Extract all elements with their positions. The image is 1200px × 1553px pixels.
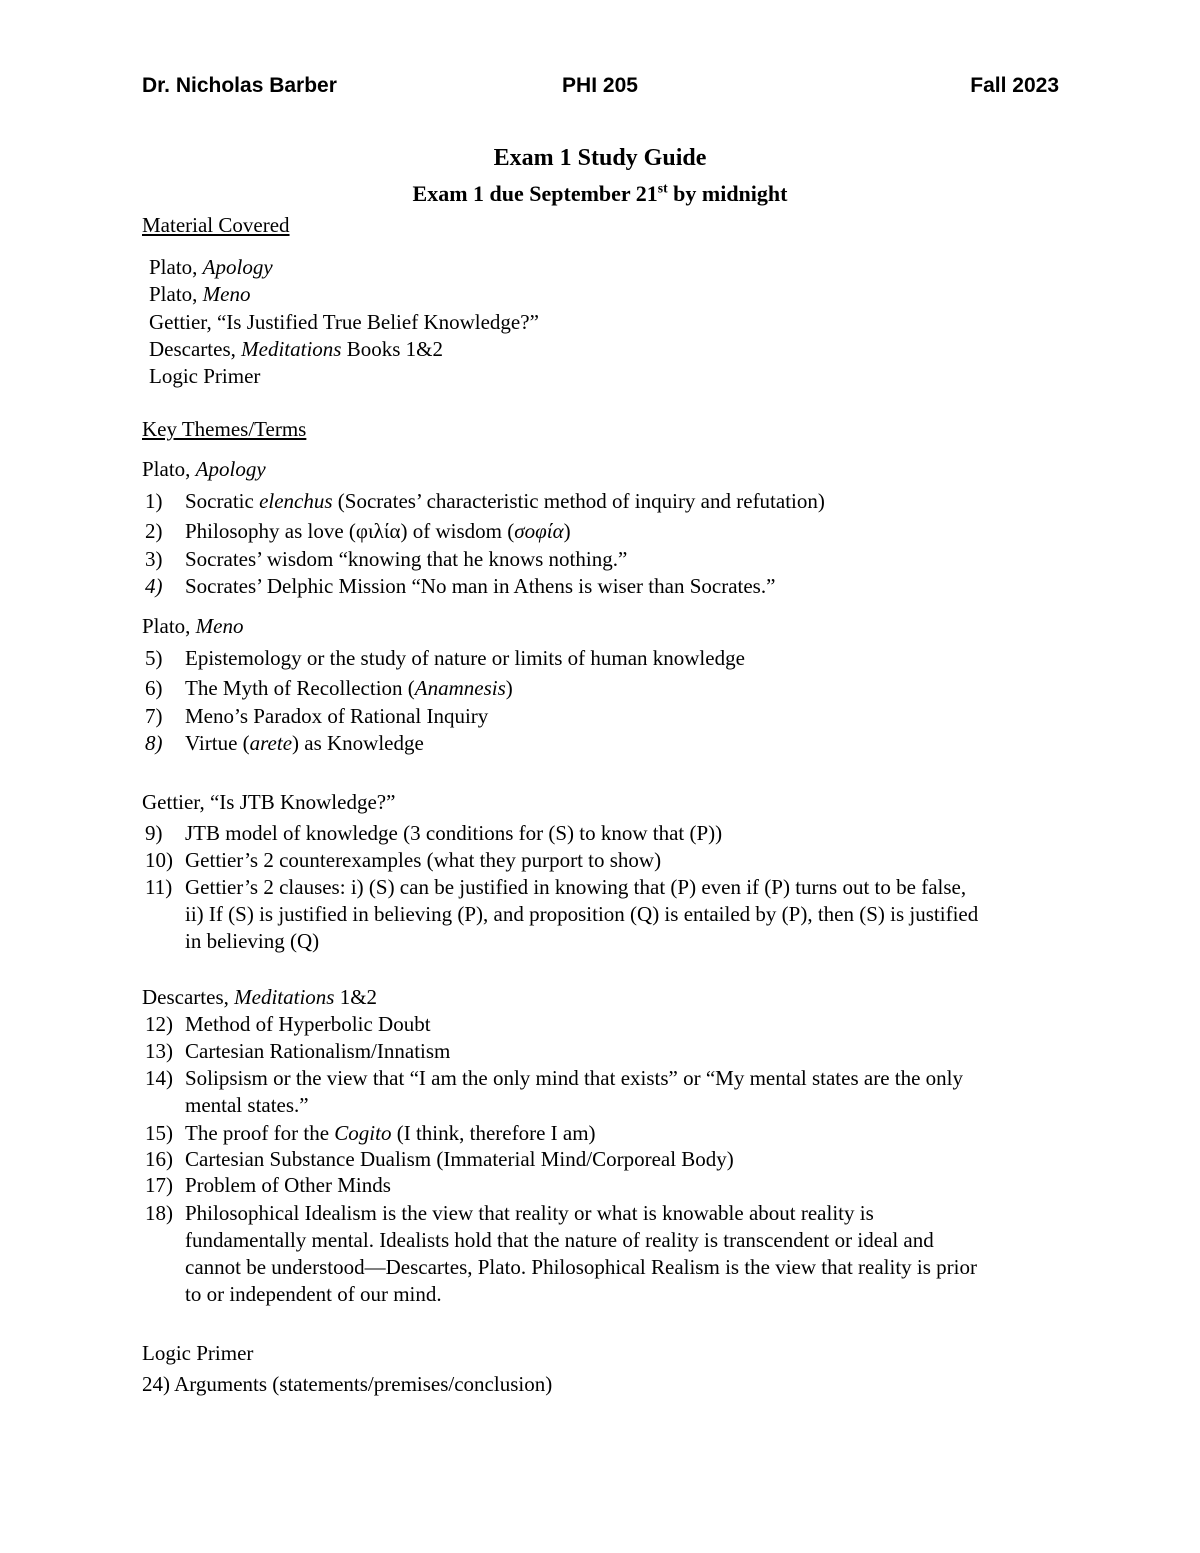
material-item: Gettier, “Is Justified True Belief Knowledge?” [149,309,539,334]
material-item: Plato, Meno [149,282,251,307]
logic-heading: Logic Primer [142,1341,254,1365]
due-date-subtitle [0,180,1200,208]
meno-heading: Plato, Meno [142,614,244,638]
descartes-heading: Descartes, Meditations 1&2 [142,985,378,1009]
material-heading: Material Covered [142,213,290,237]
header-term: Fall 2023 [970,74,1059,97]
apology-heading: Plato, Apology [142,457,266,481]
document-page: Dr. Nicholas Barber PHI 205 Fall 2023 Exam 1 Study Guide Exam 1 due September 21st by midnight Material Covered Plato, Apology Plato, Meno Gettier, “Is Justified True Belief Knowledge?” Descartes, Meditations Books 1&2 Logic Primer Key Themes/Terms Plato, Apology 1) Socratic elenchus (Socrates’ characteristic method of inquiry and refutation) 2) Philosophy as love (φιλία) of wisdom (σοφία) 3) Socrates’ wisdom “knowing that he knows nothing.” 4) Socrates’ Delphic Mission “No man in Athens is wiser than Socrates.” Plato, Meno 5) Epistemology or the study of nature or limits of human knowledge 6) The Myth of Recollection (Anamnesis) 7) Meno’s Paradox of Rational Inquiry 8) Virtue (arete) as Knowledge Gettier, “Is JTB Knowledge?” 9) JTB model of knowledge (3 conditions for (S) to know that (P)) 10) Gettier’s 2 counterexamples (what they purport to show) 11) Gettier’s 2 clauses: i) (S) can be justified in knowing that (P) even if (P) turns out to be false, ii) If (S) is justified in believing (P), and proposition (Q) is entailed by (P), then (S) is justified in believing (Q) Descartes, Meditations 1&2 12) Method of Hyperbolic Doubt 13) Cartesian Rationalism/Innatism 14) Solipsism or the view that “I am the only mind that exists” or “My mental states are the only mental states.” 15) The proof for the Cogito (I think, therefore I am) 16) Cartesian Substance Dualism (Immaterial Mind/Corporeal Body) 17) Problem of Other Minds 18) Philosophical Idealism is the view that reality or what is knowable about reality is fundamentally mental. Idealists hold that the nature of reality is transcendent or ideal and cannot be understood—Descartes, Plato. Philosophical Realism is the view that reality is prior to or independent of our mind. Logic Primer 24) Arguments (statements/premises/conclusion) [0,0,1200,1553]
gettier-heading: Gettier, “Is JTB Knowledge?” [142,790,396,814]
material-item: Descartes, Meditations Books 1&2 [149,336,443,361]
header-instructor: Dr. Nicholas Barber [142,74,337,97]
header-course: PHI 205 [562,74,638,97]
idealism-paragraph: Philosophical Idealism is the view that reality or what is knowable about reality is fundamentally mental. Idealists hold that the nature of reality is transcendent or ideal and cannot be understood—Descartes, Plato. Philosophical Realism is the view that reality is prior to or independent of our mind. [185,1201,978,1306]
due-superscript: st [657,180,668,196]
list-item: 24) Arguments (statements/premises/conclusion) [142,1372,553,1396]
due-suffix: by midnight [667,181,788,206]
material-item: Plato, Apology [149,255,273,279]
material-list [149,254,539,390]
material-item: Logic Primer [149,364,261,389]
due-prefix: Exam 1 due September 21 [412,181,658,206]
key-terms-heading: Key Themes/Terms [142,417,307,441]
page-title: Exam 1 Study Guide [493,145,707,171]
